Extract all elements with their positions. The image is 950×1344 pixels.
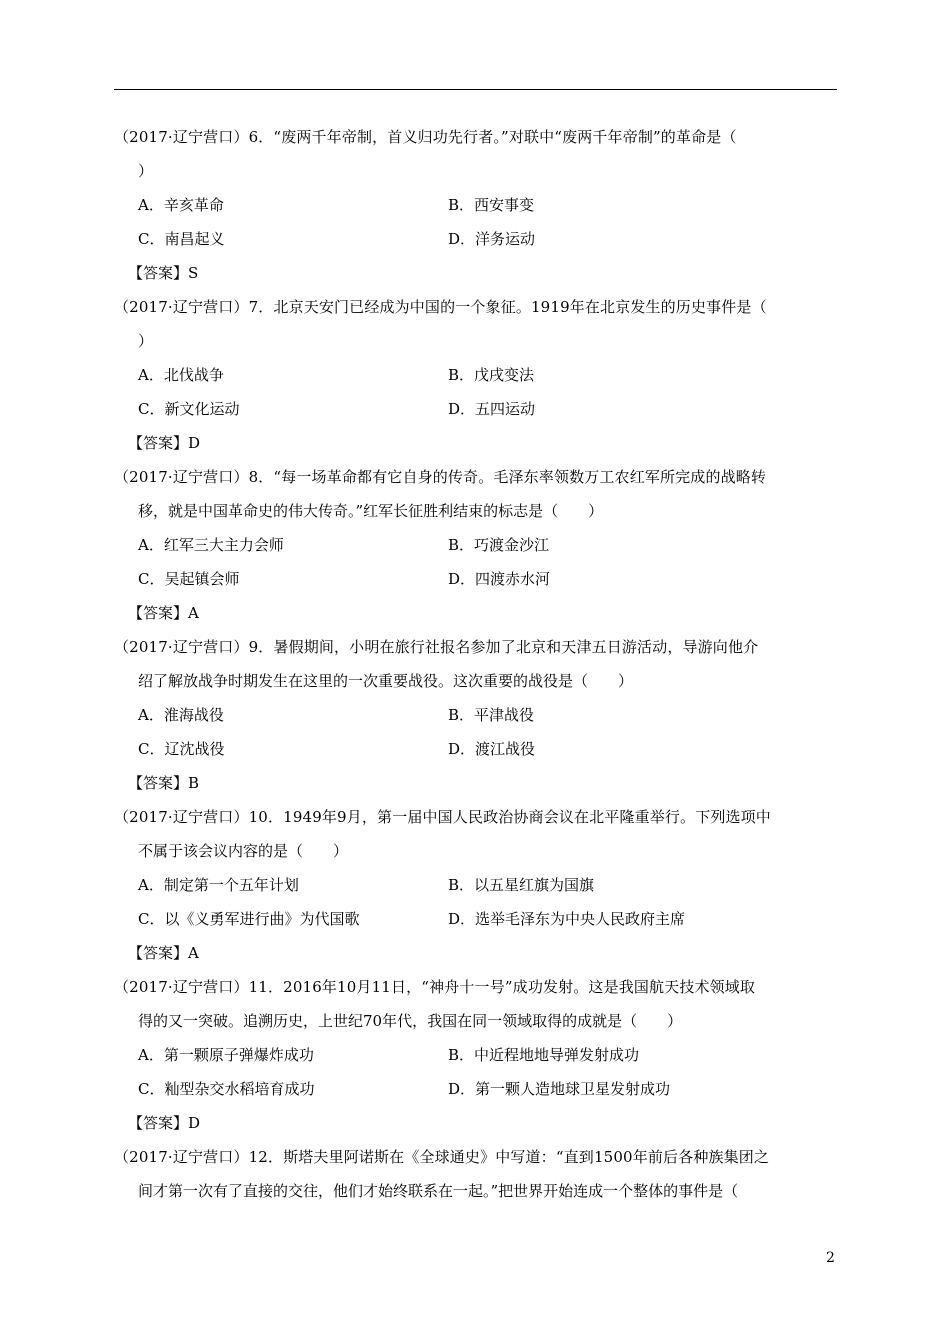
option-d: D．洋务运动 (448, 230, 536, 248)
answer-line (114, 260, 837, 294)
option-d: D．第一颗人造地球卫星发射成功 (448, 1080, 671, 1098)
question-stem-cont: 移，就是中国革命史的伟大传奇。”红军长征胜利结束的标志是（ ） (138, 502, 604, 520)
option-row (114, 532, 837, 566)
answer-value: A (188, 944, 199, 962)
option-b: B．中近程地地导弹发射成功 (448, 1046, 640, 1064)
question-stem-cont: 得的又一突破。追溯历史，上世纪70年代，我国在同一领域取得的成就是（ ） (138, 1012, 683, 1030)
question-10 (114, 804, 837, 974)
page-number: 2 (826, 1250, 835, 1266)
question-list (114, 124, 837, 1212)
answer-line (114, 940, 837, 974)
option-row (114, 1076, 837, 1110)
option-row (114, 566, 837, 600)
question-stem: （2017·辽宁营口）11．2016年10月11日，“神舟十一号”成功发射。这是我国航天技术领域取 (114, 978, 756, 996)
option-a: A．红军三大主力会师 (138, 536, 284, 554)
option-c: C．吴起镇会师 (138, 570, 240, 588)
question-stem-cont: ） (138, 332, 154, 350)
question-12 (114, 1144, 837, 1212)
question-11 (114, 974, 837, 1144)
answer-label: 【答案】 (128, 1114, 189, 1132)
question-7 (114, 294, 837, 464)
answer-value: S (188, 264, 199, 282)
answer-value: D (188, 1114, 201, 1132)
option-row (114, 226, 837, 260)
question-stem: （2017·辽宁营口）9．暑假期间，小明在旅行社报名参加了北京和天津五日游活动，导游向他介 (114, 638, 759, 656)
answer-line (114, 770, 837, 804)
answer-line (114, 1110, 837, 1144)
answer-label: 【答案】 (128, 944, 189, 962)
question-8 (114, 464, 837, 634)
option-c: C．辽沈战役 (138, 740, 225, 758)
option-a: A．制定第一个五年计划 (138, 876, 299, 894)
option-d: D．四渡赤水河 (448, 570, 551, 588)
answer-label: 【答案】 (128, 774, 189, 792)
option-b: B．平津战役 (448, 706, 535, 724)
question-stem: （2017·辽宁营口）7．北京天安门已经成为中国的一个象征。1919年在北京发生的历史事件是（ (114, 298, 767, 316)
option-b: B．以五星红旗为国旗 (448, 876, 595, 894)
option-a: A．辛亥革命 (138, 196, 224, 214)
answer-label: 【答案】 (128, 264, 189, 282)
option-b: B．巧渡金沙江 (448, 536, 550, 554)
option-row (114, 872, 837, 906)
option-c: C．籼型杂交水稻培育成功 (138, 1080, 315, 1098)
option-row (114, 192, 837, 226)
question-6 (114, 124, 837, 294)
option-c: C．新文化运动 (138, 400, 240, 418)
option-row (114, 906, 837, 940)
question-stem: （2017·辽宁营口）10．1949年9月，第一届中国人民政治协商会议在北平隆重举行。下列选项中 (114, 808, 771, 826)
question-stem: （2017·辽宁营口）12．斯塔夫里阿诺斯在《全球通史》中写道：“直到1500年前后各种族集团之 (114, 1148, 770, 1166)
option-a: A．北伐战争 (138, 366, 224, 384)
option-c: C．以《义勇军进行曲》为代国歌 (138, 910, 360, 928)
question-stem-cont: 不属于该会议内容的是（ ） (138, 842, 349, 860)
question-stem: （2017·辽宁营口）6．“废两千年帝制，首义归功先行者。”对联中“废两千年帝制”的革命是（ (114, 128, 737, 146)
option-row (114, 736, 837, 770)
answer-label: 【答案】 (128, 434, 189, 452)
option-c: C．南昌起义 (138, 230, 225, 248)
option-row (114, 702, 837, 736)
question-stem-cont: ） (138, 162, 154, 180)
question-9 (114, 634, 837, 804)
option-d: D．选举毛泽东为中央人民政府主席 (448, 910, 686, 928)
option-b: B．戊戌变法 (448, 366, 535, 384)
question-stem-cont: 间才第一次有了直接的交往，他们才始终联系在一起。”把世界开始连成一个整体的事件是（ (138, 1182, 739, 1200)
option-row (114, 396, 837, 430)
question-stem-cont: 绍了解放战争时期发生在这里的一次重要战役。这次重要的战役是（ ） (138, 672, 634, 690)
header-rule (114, 89, 837, 90)
option-row (114, 362, 837, 396)
answer-value: B (188, 774, 200, 792)
option-d: D．渡江战役 (448, 740, 536, 758)
answer-value: A (188, 604, 199, 622)
question-stem: （2017·辽宁营口）8．“每一场革命都有它自身的传奇。毛泽东率领数万工农红军所完成的战略转 (114, 468, 767, 486)
option-d: D．五四运动 (448, 400, 536, 418)
option-a: A．第一颗原子弹爆炸成功 (138, 1046, 314, 1064)
option-a: A．淮海战役 (138, 706, 224, 724)
answer-value: D (188, 434, 201, 452)
answer-label: 【答案】 (128, 604, 189, 622)
option-b: B．西安事变 (448, 196, 535, 214)
option-row (114, 1042, 837, 1076)
answer-line (114, 600, 837, 634)
answer-line (114, 430, 837, 464)
